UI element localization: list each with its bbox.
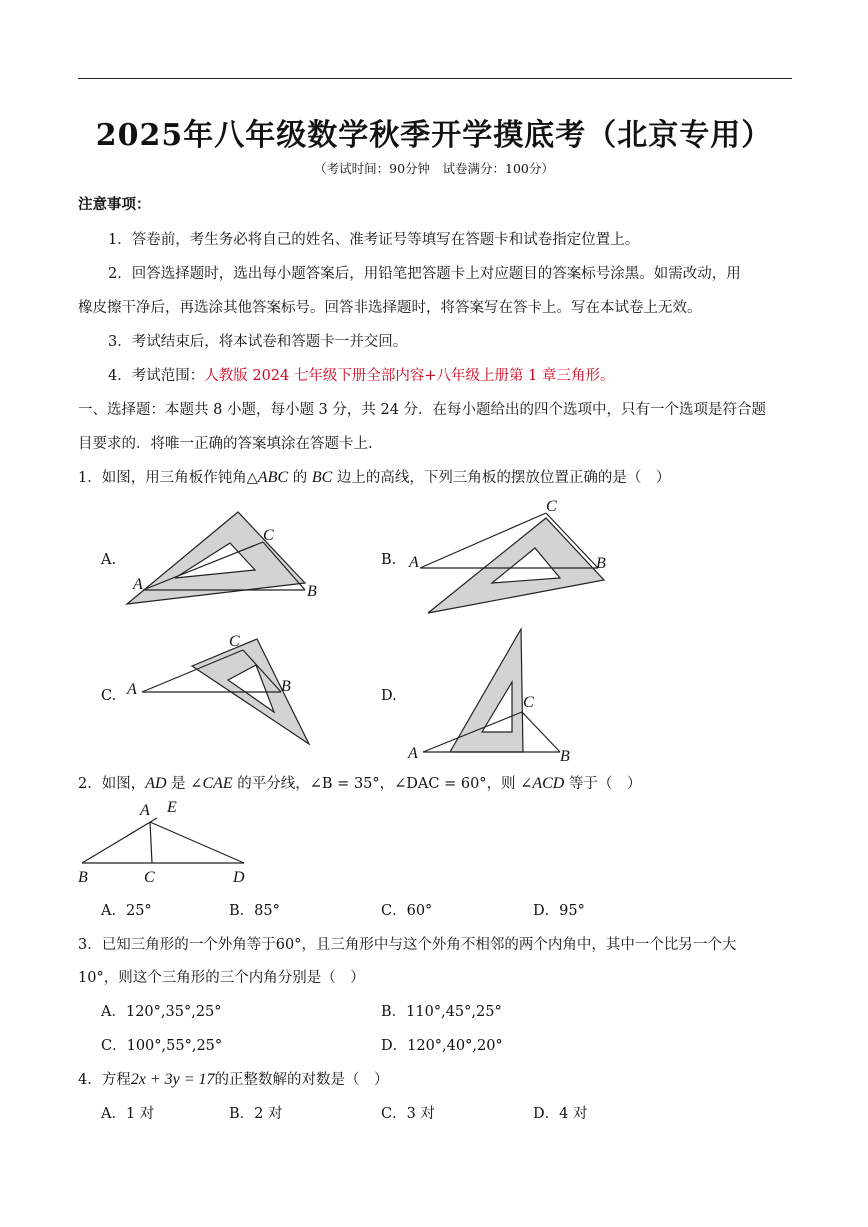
label-e: E: [167, 799, 177, 816]
notice-item-4-prefix: 4．考试范围：: [108, 368, 205, 384]
label-b: B: [560, 748, 570, 765]
exam-scope: 人教版 2024 七年级下册全部内容+八年级上册第 1 章三角形。: [204, 368, 615, 384]
q1-option-b: B.: [381, 552, 397, 568]
label-a: A: [133, 576, 143, 593]
q1-option-a: A.: [101, 552, 117, 568]
notice-item-1: 1．答卷前，考生务必将自己的姓名、准考证号等填写在答题卡和试卷指定位置上。: [108, 232, 640, 248]
label-a: A: [408, 745, 418, 762]
q2-option-a: A．25°: [101, 903, 152, 919]
line-ad: [150, 822, 244, 863]
label-b: B: [281, 678, 291, 695]
question-2-stem: 2．如图，AD 是 ∠CAE 的平分线，∠B = 35°，∠DAC = 60°，则 ∠ACD 等于（ ）: [78, 775, 642, 792]
label-c: C: [144, 869, 155, 886]
label-a: A: [409, 554, 419, 571]
side-cb: [522, 712, 560, 752]
label-c: C: [229, 633, 240, 650]
question-3-line-2: 10°，则这个三角形的三个内角分别是（ ）: [78, 970, 365, 986]
exam-info: （考试时间：90分钟 试卷满分：100分）: [314, 161, 554, 176]
label-b: B: [596, 555, 606, 572]
label-a: A: [127, 681, 137, 698]
figure-1a: [127, 512, 317, 604]
q4-option-a: A．1 对: [101, 1106, 155, 1122]
q3-option-a: A．120°,35°,25°: [101, 1004, 222, 1020]
question-1-stem: 1．如图，用三角板作钝角△ABC 的 BC 边上的高线，下列三角板的摆放位置正确的是（ ）: [78, 469, 671, 486]
figure-1b: [408, 498, 606, 613]
q3-option-b: B．110°,45°,25°: [381, 1004, 502, 1020]
q2-option-b: B．85°: [229, 903, 280, 919]
label-c: C: [546, 498, 557, 515]
section-1-intro-line-2: 目要求的．将唯一正确的答案填涂在答题卡上.: [78, 436, 373, 452]
figure-q2: [78, 799, 245, 886]
question-3-line-1: 3．已知三角形的一个外角等于60°，且三角形中与这个外角不相邻的两个内角中，其中一个比另一个大: [78, 937, 737, 953]
q2-option-c: C．60°: [381, 903, 433, 919]
q4-option-c: C．3 对: [381, 1106, 435, 1122]
question-4-stem: 4．方程2x + 3y = 17的正整数解的对数是（ ）: [78, 1071, 389, 1088]
q1-option-c: C.: [101, 688, 117, 704]
label-d: D: [233, 869, 245, 886]
q1-option-d: D.: [381, 688, 397, 704]
label-c: C: [263, 527, 274, 544]
q3-option-c: C．100°,55°,25°: [101, 1038, 223, 1054]
q3-option-d: D．120°,40°,20°: [381, 1038, 503, 1054]
section-1-intro-line-1: 一、选择题：本题共 8 小题，每小题 3 分，共 24 分．在每小题给出的四个选项中，只有一个选项是符合题: [78, 402, 767, 418]
q4-option-b: B．2 对: [229, 1106, 283, 1122]
q4-option-d: D．4 对: [533, 1106, 588, 1122]
q2-option-d: D．95°: [533, 903, 585, 919]
notice-item-3: 3．考试结束后，将本试卷和答题卡一并交回。: [108, 334, 408, 350]
page-title: 2025年八年级数学秋季开学摸底考（北京专用）: [95, 118, 773, 153]
figure-1d: [407, 629, 570, 765]
label-b: B: [307, 583, 317, 600]
notice-item-2-line-2: 橡皮擦干净后，再选涂其他答案标号。回答非选择题时，将答案写在答卡上。写在本试卷上无效。: [78, 300, 702, 316]
figure-1c: [126, 633, 309, 744]
notice-item-2-line-1: 2．回答选择题时，选出每小题答案后，用铅笔把答题卡上对应题目的答案标号涂黑。如需改动，用: [108, 266, 741, 282]
line-ac: [150, 822, 152, 863]
label-b: B: [78, 869, 88, 886]
label-c: C: [523, 694, 534, 711]
line-ba: [82, 818, 157, 863]
notice-heading: 注意事项：: [78, 196, 151, 213]
label-a: A: [140, 802, 150, 819]
